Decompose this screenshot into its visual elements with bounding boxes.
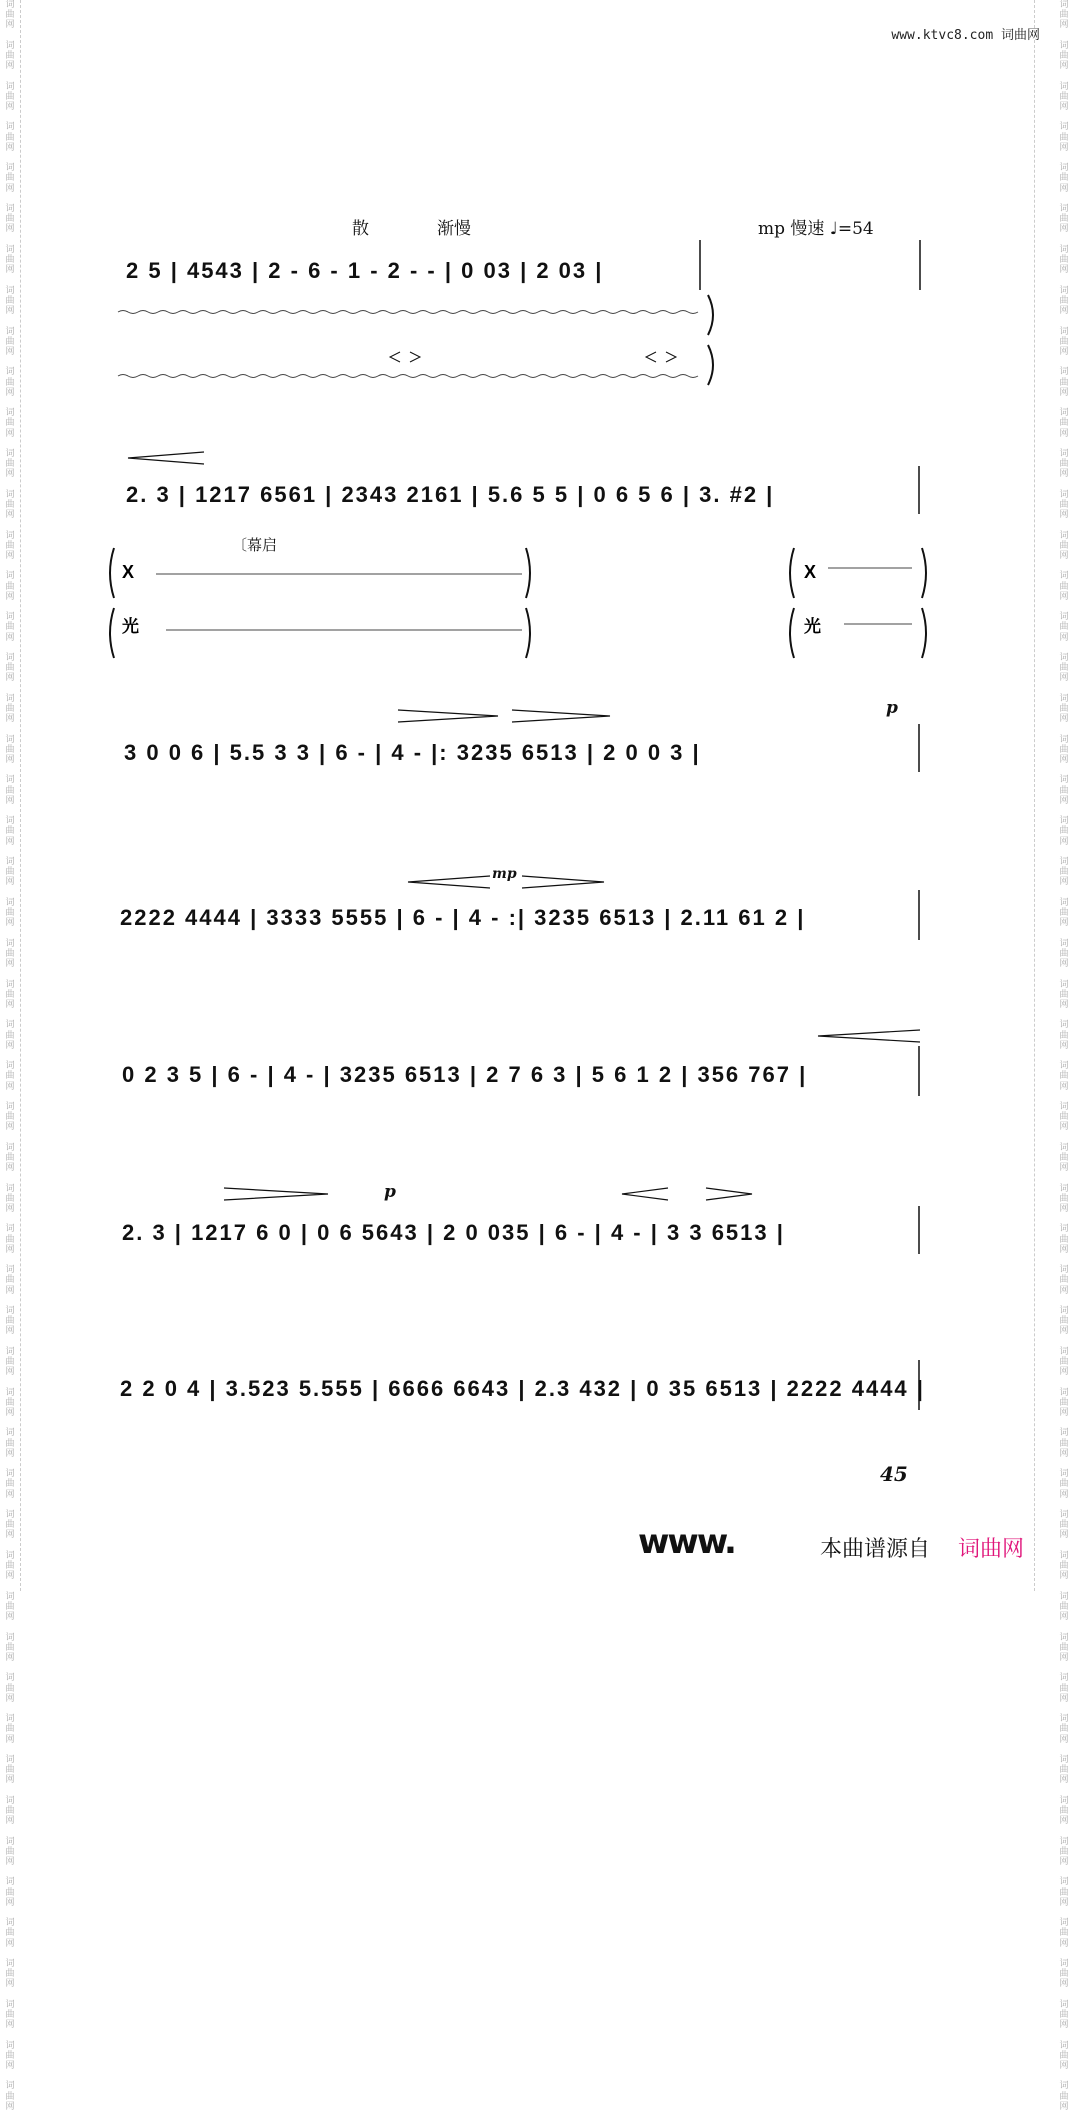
tremolo-lines-1 — [118, 290, 718, 390]
crescendo-hairpin — [128, 452, 204, 464]
left-margin-line — [20, 0, 21, 1591]
tempo-free-mark: 散 — [352, 219, 369, 239]
notation-line: 2. 3 | 1217 6 0 | 0 6 5643 | 2 0 035 | 6 - | 4 - | 3 3 6513 | — [122, 1220, 785, 1245]
perc-guang-label: 光 — [122, 617, 139, 637]
notation-line: 0 2 3 5 | 6 - | 4 - | 3235 6513 | 2 7 6 3 | 5 6 1 2 | 356 767 | — [122, 1062, 808, 1087]
score-row-5 — [118, 1062, 928, 1112]
decrescendo-hairpin — [224, 1188, 328, 1200]
crescendo-hairpin — [818, 1030, 920, 1042]
tempo-marking: mp 慢速 ♩=54 — [758, 219, 874, 239]
score-row-3 — [118, 740, 928, 790]
notation-line: 2 5 | 4543 | 2 - 6 - 1 - 2 - - | 0 03 | 2 03 | — [126, 258, 604, 283]
decrescendo-hairpin — [706, 1188, 752, 1200]
perc-guang-label-2: 光 — [804, 617, 821, 637]
curtain-rise-mark: 〔幕启 — [232, 536, 278, 554]
score-row-4 — [118, 905, 928, 955]
footer-brand: 词曲网 — [958, 1537, 1025, 1562]
right-watermark-column: 词 曲 网 词 曲 网 词 曲 网 词 曲 网 词 曲 网 词 曲 网 词 曲 网 词 曲 网 词 曲 网 词 曲 网 词 曲 网 词 曲 网 词 曲 网 词 曲 网 词 曲 网 词 曲 网 词 曲 网 词 曲 网 词 曲 网 词 曲 网 词 曲 网 词 曲 网 词 曲 网 词 曲 网 词 曲 网 词 曲 网 词 曲 网 词 曲 网 词 曲 网 词 曲 网 词 曲 网 词 曲 网 词 曲 网 词 曲 网 词 曲 网 词 曲 网 词 曲 网 词 曲 网 词 曲 网 词 曲 网 词 曲 网 词 曲 网 词 曲 网 词 曲 网 词 曲 网 词 曲 网 词 曲 网 词 曲 网 词 曲 网 词 曲 网 词 曲 网 词 曲 网 — [1059, 0, 1069, 2112]
score-row-2 — [118, 482, 928, 532]
page-number: 45 — [880, 1462, 908, 1486]
notation-line: 3 0 0 6 | 5.5 3 3 | 6 - | 4 - |: 3235 6513 | 2 0 0 3 | — [124, 740, 701, 765]
footer-logo: www. — [638, 1522, 735, 1562]
notation-line: 2 2 0 4 | 3.523 5.555 | 6666 6643 | 2.3 432 | 0 35 6513 | 2222 4444 | — [120, 1376, 925, 1401]
decrescendo-hairpin — [522, 876, 604, 888]
dynamic-p-2: p — [384, 1182, 396, 1202]
decrescendo-hairpin — [512, 710, 610, 722]
score-row-6 — [118, 1220, 928, 1270]
dynamic-mp: mp — [492, 866, 517, 882]
notation-line: 2. 3 | 1217 6561 | 2343 2161 | 5.6 5 5 | 0 6 5 6 | 3. #2 | — [126, 482, 775, 507]
perc-x-label: X — [122, 562, 135, 582]
left-watermark-column: 词 曲 网 词 曲 网 词 曲 网 词 曲 网 词 曲 网 词 曲 网 词 曲 网 词 曲 网 词 曲 网 词 曲 网 词 曲 网 词 曲 网 词 曲 网 词 曲 网 词 曲 网 词 曲 网 词 曲 网 词 曲 网 词 曲 网 词 曲 网 词 曲 网 词 曲 网 词 曲 网 词 曲 网 词 曲 网 词 曲 网 词 曲 网 词 曲 网 词 曲 网 词 曲 网 词 曲 网 词 曲 网 词 曲 网 词 曲 网 词 曲 网 词 曲 网 词 曲 网 词 曲 网 词 曲 网 词 曲 网 词 曲 网 词 曲 网 词 曲 网 词 曲 网 词 曲 网 词 曲 网 词 曲 网 词 曲 网 词 曲 网 词 曲 网 词 曲 网 词 曲 网 — [5, 0, 15, 2112]
perc-x-label-2: X — [804, 562, 817, 582]
right-margin-line — [1034, 0, 1035, 1591]
crescendo-hairpin — [408, 876, 490, 888]
percussion-lines — [110, 540, 930, 660]
site-header — [891, 24, 1040, 43]
tempo-slowing-mark: 渐慢 — [437, 219, 471, 239]
site-name: 词曲网 — [1000, 28, 1040, 43]
notation-line: 2222 4444 | 3333 5555 | 6 - | 4 - :| 3235 6513 | 2.11 61 2 | — [120, 905, 806, 930]
score-row-7 — [118, 1376, 928, 1426]
site-url: www.ktvc8.com — [891, 28, 994, 43]
decrescendo-hairpin — [398, 710, 498, 722]
dynamic-p-1: p — [886, 698, 898, 718]
footer-source-text: 本曲谱源自 — [820, 1537, 931, 1562]
crescendo-hairpin — [622, 1188, 668, 1200]
